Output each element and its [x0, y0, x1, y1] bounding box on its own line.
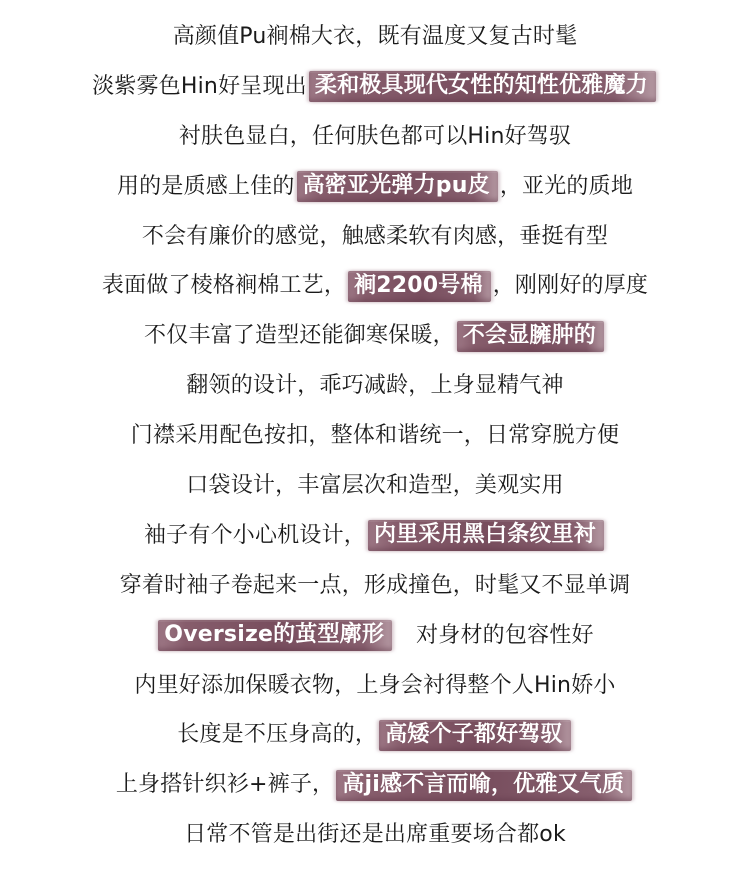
description-line-10 — [0, 461, 750, 511]
line-text: 门襟采用配色按扣，整体和谐统一，日常穿脱方便 — [130, 423, 620, 449]
product-description — [0, 12, 750, 860]
description-line-2 — [0, 62, 750, 112]
description-line-11 — [0, 511, 750, 561]
line-text-after: ，刚刚好的厚度 — [492, 273, 649, 299]
description-line-7 — [0, 311, 750, 361]
description-line-6 — [0, 261, 750, 311]
description-line-16 — [0, 760, 750, 810]
line-text: 穿着时袖子卷起来一点，形成撞色，时髦又不显单调 — [119, 572, 631, 598]
highlight-tag: 裥2200号棉 — [348, 271, 491, 302]
description-line-9 — [0, 411, 750, 461]
highlight-tag: 高密亚光弹力pu皮 — [297, 171, 498, 202]
highlight-tag: 内里采用黑白条纹里衬 — [368, 520, 604, 551]
line-text: 衬肤色显白，任何肤色都可以Hin好驾驭 — [178, 123, 572, 149]
highlight-tag: 高ji感不言而喻，优雅又气质 — [336, 770, 632, 801]
description-line-17 — [0, 810, 750, 860]
description-line-14 — [0, 661, 750, 711]
line-text: 翻领的设计，乖巧减龄，上身显精气神 — [186, 373, 564, 399]
highlight-tag: 柔和极具现代女性的知性优雅魔力 — [309, 71, 656, 102]
highlight-tag: 不会显臃肿的 — [457, 321, 604, 352]
description-line-8 — [0, 361, 750, 411]
highlight-tag: Oversize的茧型廓形 — [158, 620, 392, 651]
description-line-5 — [0, 212, 750, 262]
line-text: 表面做了棱格裥棉工艺， — [101, 273, 347, 299]
description-line-3 — [0, 112, 750, 162]
description-line-4 — [0, 162, 750, 212]
description-line-15 — [0, 710, 750, 760]
line-text: 上身搭针织衫+裤子， — [115, 772, 335, 798]
line-text: 内里好添加保暖衣物，上身会衬得整个人Hin娇小 — [134, 672, 616, 698]
line-text-after: 对身材的包容性好 — [416, 622, 594, 648]
line-text: 不仅丰富了造型还能御寒保暖， — [143, 323, 455, 349]
line-text: 袖子有个小心机设计， — [143, 522, 366, 548]
line-text: 高颜值Pu裥棉大衣，既有温度又复古时髦 — [172, 23, 578, 49]
description-line-12 — [0, 561, 750, 611]
line-text: 用的是质感上佳的 — [116, 173, 295, 199]
line-text: 日常不管是出街还是出席重要场合都ok — [184, 822, 566, 848]
line-text: 口袋设计，丰富层次和造型，美观实用 — [186, 472, 564, 498]
highlight-tag: 高矮个子都好驾驭 — [379, 720, 571, 751]
line-text: 淡紫雾色Hin好呈现出 — [92, 73, 307, 99]
line-text: 长度是不压身高的， — [177, 722, 378, 748]
line-text-after: ，亚光的质地 — [499, 173, 634, 199]
description-line-13 — [0, 611, 750, 661]
description-line-1 — [0, 12, 750, 62]
line-text: 不会有廉价的感觉，触感柔软有肉感，垂挺有型 — [141, 223, 609, 249]
